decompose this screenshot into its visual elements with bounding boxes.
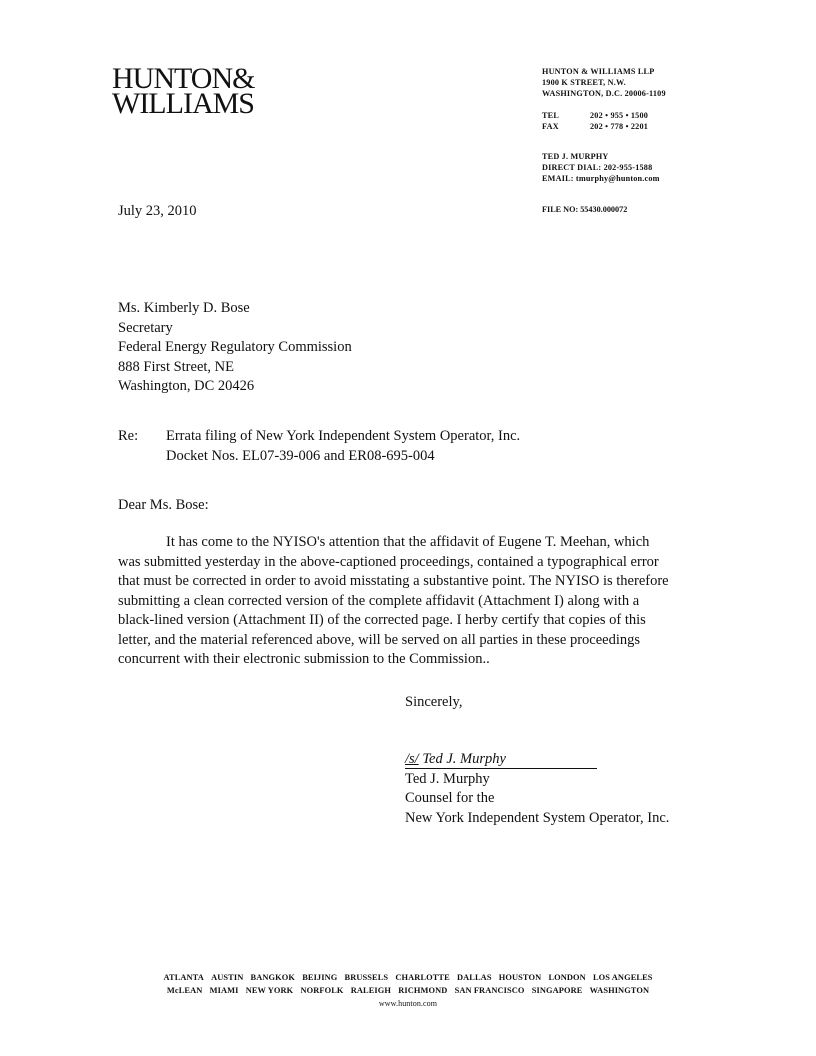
office-item: SAN FRANCISCO (454, 986, 525, 995)
office-item: McLEAN (166, 986, 203, 995)
office-item: WASHINGTON (589, 986, 650, 995)
letterhead-contact-block (542, 66, 752, 184)
signer-role: Counsel for the (405, 790, 495, 806)
firm-street: 1900 K STREET, N.W. (542, 78, 626, 87)
letter-body (118, 533, 708, 670)
office-item: AUSTIN (211, 973, 244, 982)
tel-number: 202 • 955 • 1500 (590, 111, 649, 120)
office-footer (0, 971, 816, 1010)
email: EMAIL: tmurphy@hunton.com (542, 174, 660, 183)
office-item: LONDON (548, 973, 586, 982)
logo-line-1: HUNTON& (112, 62, 255, 95)
office-item: RALEIGH (350, 986, 391, 995)
body-line: that must be corrected in order to avoid misstating a substantive point. The NYISO is therefore (118, 573, 669, 589)
office-item: NEW YORK (245, 986, 294, 995)
firm-logo (112, 62, 262, 120)
office-item: DALLAS (457, 973, 492, 982)
salutation: Dear Ms. Bose: (118, 497, 209, 513)
fax-row (542, 121, 752, 132)
office-item: BRUSSELS (344, 973, 389, 982)
body-line: It has come to the NYISO's attention that the affidavit of Eugene T. Meehan, which (166, 534, 650, 550)
signer-client: New York Independent System Operator, Inc. (405, 809, 670, 826)
re-line-2: Docket Nos. EL07-39-006 and ER08-695-004 (166, 447, 435, 464)
tel-row (542, 110, 752, 121)
fax-label: FAX (542, 122, 559, 131)
file-number: FILE NO: 55430.000072 (542, 205, 628, 214)
body-line: concurrent with their electronic submission to the Commission.. (118, 651, 490, 667)
letter-date: July 23, 2010 (118, 203, 197, 219)
body-line: letter, and the material referenced above, will be served on all parties in these proceedings (118, 631, 640, 648)
recipient-title: Secretary (118, 319, 173, 336)
recipient-city: Washington, DC 20426 (118, 378, 255, 394)
office-item: HOUSTON (498, 973, 542, 982)
re-label: Re: (118, 428, 139, 444)
office-item: CHARLOTTE (395, 973, 450, 982)
recipient-org: Federal Energy Regulatory Commission (118, 339, 352, 355)
attorney-name: TED J. MURPHY (542, 152, 609, 161)
offices-row-2 (0, 984, 816, 997)
firm-name: HUNTON & WILLIAMS LLP (542, 67, 655, 76)
subject-block (118, 427, 520, 466)
signer-name: Ted J. Murphy (405, 770, 490, 787)
office-item: SINGAPORE (531, 986, 583, 995)
body-line: was submitted yesterday in the above-captioned proceedings, contained a typographical error (118, 553, 659, 570)
office-item: BEIJING (302, 973, 338, 982)
signature-line (405, 750, 669, 770)
fax-number: 202 • 778 • 2201 (590, 122, 649, 131)
body-line: submitting a clean corrected version of the complete affidavit (Attachment I) along with a (118, 592, 640, 609)
recipient-address (118, 299, 352, 397)
direct-dial: DIRECT DIAL: 202-955-1588 (542, 163, 653, 172)
signature-slash: /s/ (405, 751, 419, 767)
signature-text: Ted J. Murphy (418, 751, 506, 767)
body-line: black-lined version (Attachment II) of the corrected page. I herby certify that copies of this (118, 612, 646, 628)
firm-website[interactable]: www.hunton.com (378, 999, 438, 1008)
recipient-name: Ms. Kimberly D. Bose (118, 300, 250, 316)
re-line-1: Errata filing of New York Independent System Operator, Inc. (166, 428, 521, 444)
logo-line-2: WILLIAMS (112, 87, 254, 120)
office-item: RICHMOND (398, 986, 448, 995)
firm-city: WASHINGTON, D.C. 20006-1109 (542, 89, 666, 98)
recipient-street: 888 First Street, NE (118, 358, 234, 375)
offices-row-1 (0, 971, 816, 984)
office-item: NORFOLK (300, 986, 344, 995)
office-item: ATLANTA (163, 973, 204, 982)
office-item: LOS ANGELES (593, 973, 653, 982)
office-item: MIAMI (209, 986, 239, 995)
office-item: BANGKOK (250, 973, 295, 982)
tel-label: TEL (542, 111, 559, 120)
closing: Sincerely, (405, 694, 463, 710)
signature-block (405, 750, 669, 828)
